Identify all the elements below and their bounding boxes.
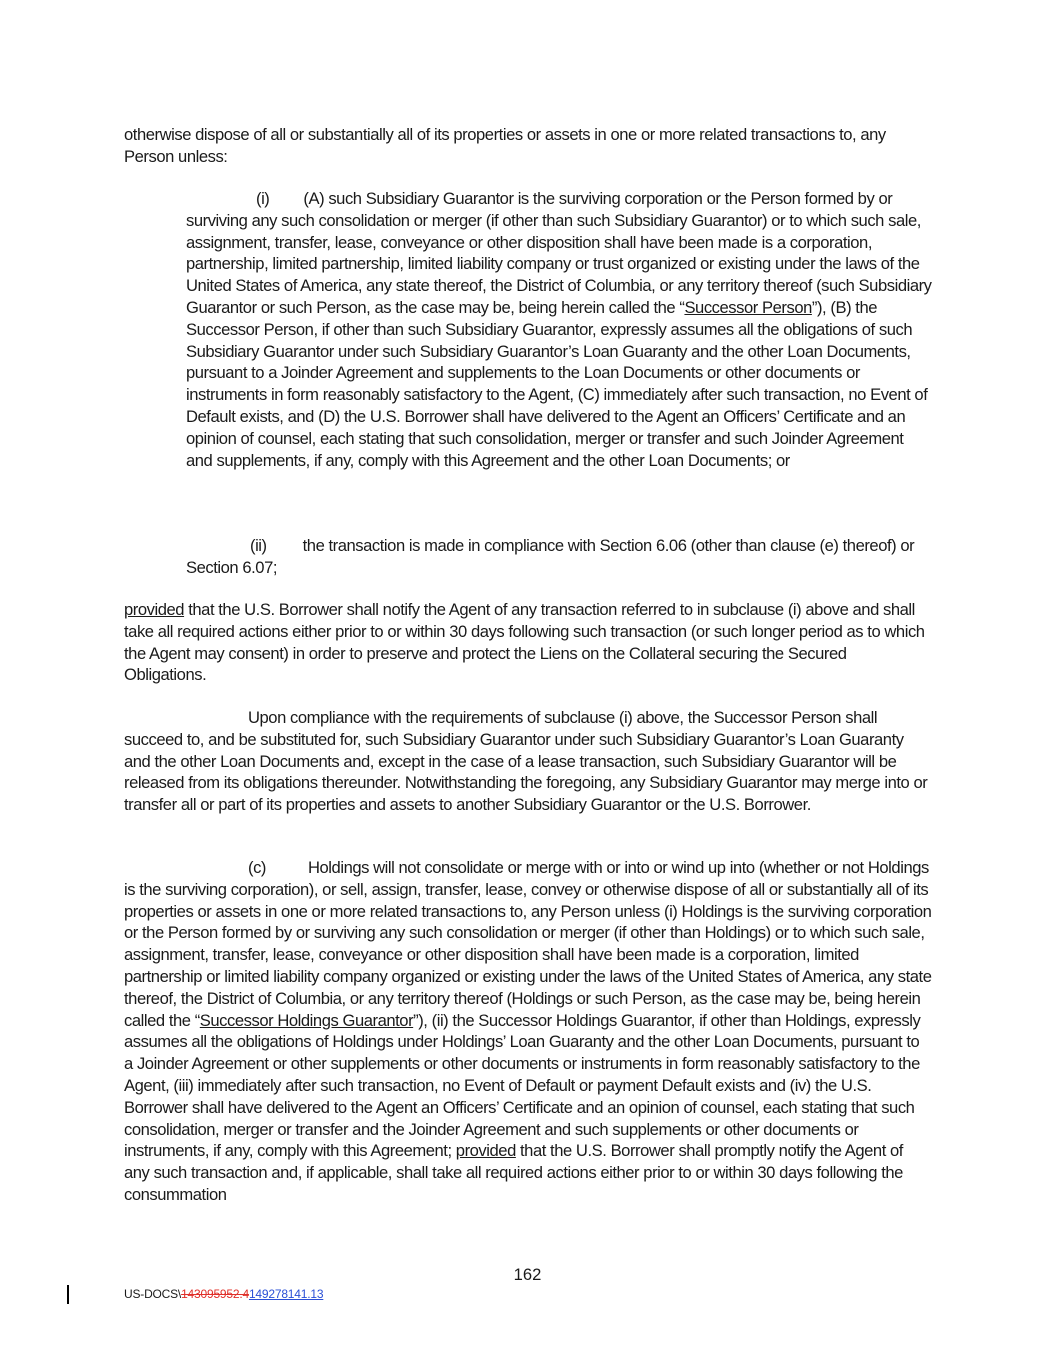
- clause-ii-number: (ii): [250, 536, 267, 555]
- clause-c-text-3: that the U.S. Borrower shall promptly notify the Agent of any such transaction and, if applicable, shall take all required actions either prior to or within 30 days following the consummation: [124, 1141, 903, 1204]
- clause-i-text-1: (A) such Subsidiary Guarantor is the surviving corporation or the Person formed by or surviving any such consolidation or merger (if other than such Subsidiary Guarantor) or to which such sale, assignment, transfer, lease, conveyance or other disposition shall have been made is a corporation, partnership, limited partnership, limited liability company or trust organized or existing under the laws of the United States of America, any state thereof, the District of Columbia, or any territory thereof (such Subsidiary Guarantor or such Person, as the case may be, being herein called the “: [186, 189, 932, 317]
- clause-i-text-2: ”), (B) the Successor Person, if other than such Subsidiary Guarantor, expressly assumes all the obligations of such Subsidiary Guarantor under such Subsidiary Guarantor’s Loan Guaranty and the other Loan Documents, pursuant to a Joinder Agreement and supplements to the Loan Documents or other documents or instruments in form reasonably satisfactory to the Agent, (C) immediately after such transaction, no Event of Default exists, and (D) the U.S. Borrower shall have delivered to the Agent an Officers’ Certificate and an opinion of counsel, each stating that such consolidation, merger or transfer and such Joinder Agreement and supplements, if any, comply with this Agreement and the other Loan Documents; or: [186, 297, 928, 470]
- footer-inserted-id: 149278141.13: [248, 1287, 324, 1301]
- paragraph-upon-compliance: [124, 707, 932, 816]
- paragraph-upon-text: Upon compliance with the requirements of subclause (i) above, the Successor Person shall succeed to, and be substituted for, such Subsidiary Guarantor under such Subsidiary Guarantor’s Loan Guaranty and the other Loan Documents and, except in the case of a lease transaction, such Subsidiary Guarantor will be released from its obligations thereunder. Notwithstanding the foregoing, any Subsidiary Guarantor may merge into or transfer all or part of its properties and assets to another Subsidiary Guarantor or the U.S. Borrower.: [124, 708, 928, 815]
- paragraph-provided-text: that the U.S. Borrower shall notify the Agent of any transaction referred to in subclause (i) above and shall take all required actions either prior to or within 30 days following such transaction (or such longer period as to which the Agent may consent) in order to preserve and protect the Liens on the Collateral securing the Secured Obligations.: [124, 600, 925, 685]
- clause-c-text-1: Holdings will not consolidate or merge with or into or wind up into (whether or not Holdings is the surviving corporation), or sell, assign, transfer, lease, convey or otherwise dispose of all or substantially all of its properties or assets in one or more related transactions to, any Person unless (i) Holdings is the surviving corporation or the Person formed by or surviving any such consolidation or merger (if other than Holdings) or to which such sale, assignment, transfer, lease, conveyance or other disposition shall have been made is a corporation, limited partnership or limited liability company organized or existing under the laws of the United States of America, any state thereof, the District of Columbia, or any territory thereof (Holdings or such Person, as the case may be, being herein called the “: [124, 858, 932, 1030]
- defined-term-successor-person: Successor Person: [684, 297, 812, 317]
- clause-i: [186, 188, 932, 471]
- page-number: 162: [513, 1265, 542, 1284]
- clause-i-number: (i): [256, 189, 270, 208]
- clause-c-provided-term: provided: [455, 1141, 516, 1161]
- paragraph-intro: otherwise dispose of all or substantially all of its properties or assets in one or more related transactions to, any Person unless:: [124, 125, 886, 166]
- footer-deleted-id: 143095952.4: [181, 1287, 249, 1301]
- change-bar: [67, 1285, 69, 1304]
- provided-term: provided: [124, 600, 185, 619]
- footer-doc-id: [124, 1287, 323, 1301]
- clause-c-number: (c): [248, 858, 266, 877]
- clause-c-text-2: ”), (ii) the Successor Holdings Guarantor, if other than Holdings, expressly assumes all the obligations of Holdings under Holdings’ Loan Guaranty and the other Loan Documents, pursuant to a Joinder Agreement or other supplements or other documents or instruments in form reasonably satisfactory to the Agent, (iii) immediately after such transaction, no Event of Default or payment Default exists and (iv) the U.S. Borrower shall have delivered to the Agent an Officers’ Certificate and an opinion of counsel, each stating that such consolidation, merger or transfer and the Joinder Agreement and such supplements or other documents or instruments, if any, comply with this Agreement;: [124, 1010, 921, 1161]
- clause-ii-text: the transaction is made in compliance with Section 6.06 (other than clause (e) thereof) or Section 6.07;: [186, 536, 915, 577]
- defined-term-successor-holdings-guarantor: Successor Holdings Guarantor: [199, 1010, 414, 1030]
- clause-ii: [186, 535, 932, 579]
- footer-prefix: US-DOCS\: [124, 1287, 182, 1301]
- paragraph-provided: [124, 599, 932, 686]
- paragraph-c: [124, 857, 932, 1206]
